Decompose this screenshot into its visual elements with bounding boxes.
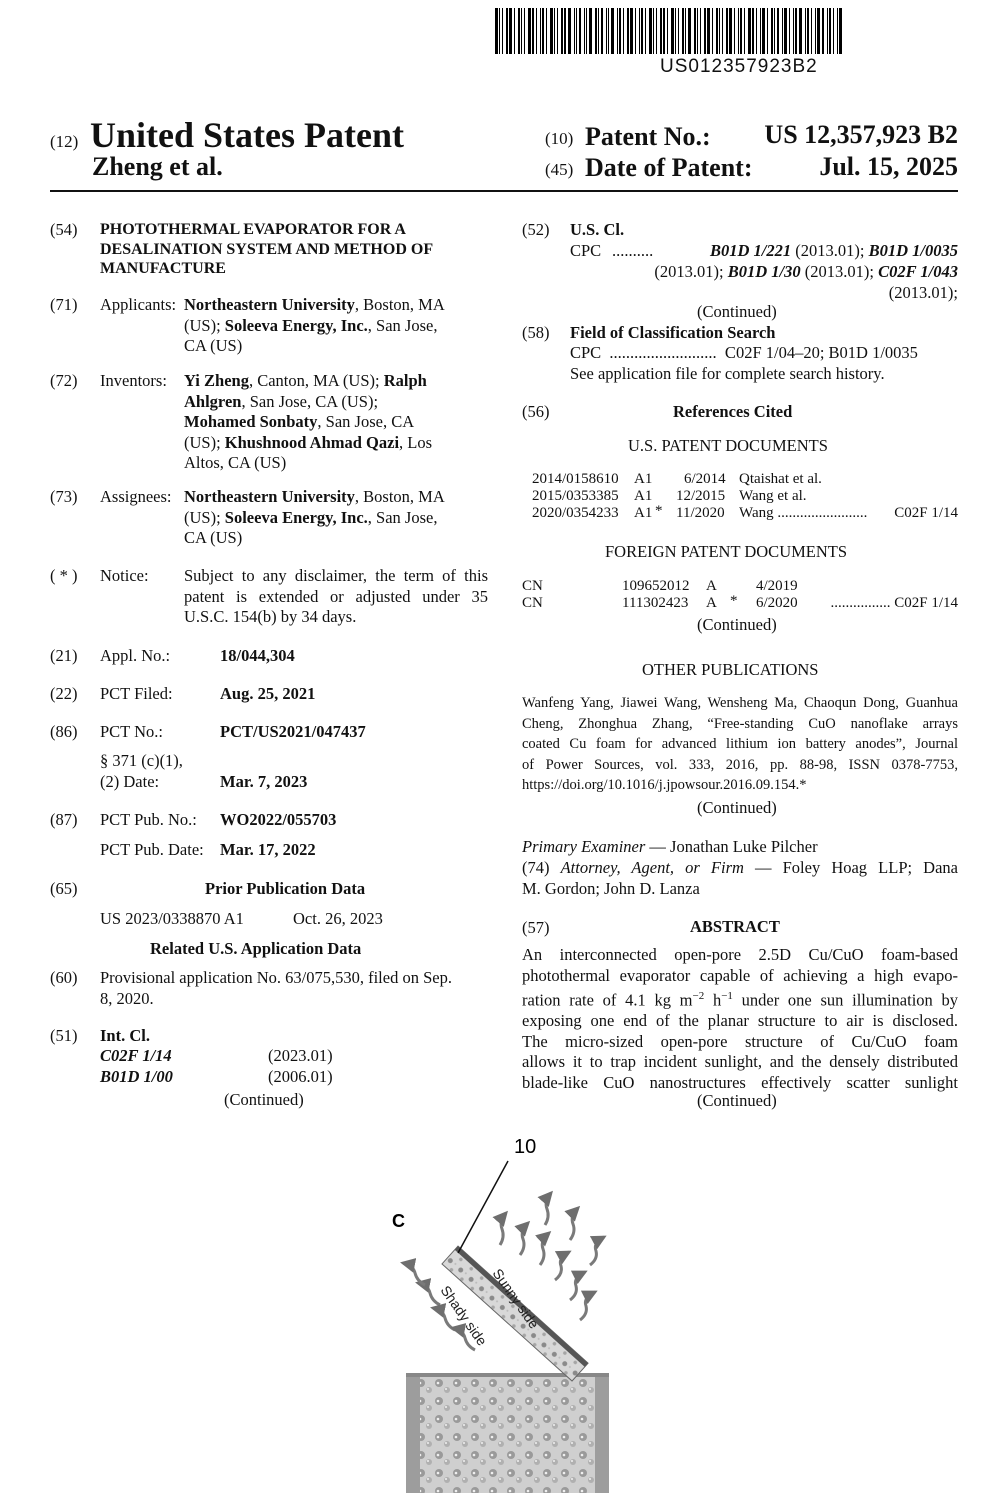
barcode-bar <box>716 8 718 54</box>
notice-label: Notice: <box>100 566 149 585</box>
us-cl-label: U.S. Cl. <box>570 220 625 239</box>
foreign-doc-class: ................ C02F 1/14 <box>830 595 958 611</box>
type-code: (12) <box>50 132 79 151</box>
appl-code: (21) <box>50 646 78 665</box>
barcode-bar <box>811 8 812 54</box>
pct-pub-no-code: (87) <box>50 810 78 829</box>
us-doc-date: 11/2020 <box>676 505 725 521</box>
title-code: (54) <box>50 220 78 239</box>
us-cl-cpc-label: CPC <box>570 241 602 260</box>
abstract-code: (57) <box>522 918 550 937</box>
invention-title: PHOTOTHERMAL EVAPORATOR FOR A DESALINATION SYSTEM AND METHOD OF MANUFACTURE <box>100 221 434 277</box>
barcode-bar <box>611 8 614 54</box>
us-doc-number: 2014/0158610 <box>532 471 619 487</box>
us-doc-kind: A1 <box>634 471 653 487</box>
barcode-bar <box>752 8 754 54</box>
barcode-bar <box>688 8 691 54</box>
barcode-bar <box>532 8 534 54</box>
pct-pub-no-label: PCT Pub. No.: <box>100 810 197 829</box>
attorney: (74) Attorney, Agent, or Firm — Foley Hoag LLP; Dana M. Gordon; John D. Lanza <box>522 858 958 898</box>
us-doc-date: 6/2014 <box>684 471 726 487</box>
us-doc-number: 2015/0353385 <box>532 488 619 504</box>
field-search-note: See application file for complete search history. <box>570 364 885 383</box>
int-cl-version: (2006.01) <box>268 1067 333 1086</box>
other-pubs-text: Wanfeng Yang, Jiawei Wang, Wensheng Ma, Chaoqun Dong, Guanhua Cheng, Zhonghua Zhang, “Free-standing CuO nanoflake arrays coated Cu foam for advanced lithium ion battery anodes”, Journal of Power Sources, vol. 333, 2016, pp. 88-98, ISSN 0378-7753, https://doi.org/10.1016/j.jpowsour.2016.09.154.* <box>522 695 958 793</box>
us-cl-continued: (Continued) <box>697 302 777 321</box>
evaporator-figure <box>380 1125 640 1495</box>
barcode-bar <box>502 8 503 54</box>
barcode-bar <box>756 8 757 54</box>
barcode-bar <box>608 8 609 54</box>
barcode-bar <box>685 8 686 54</box>
us-cl-code: (52) <box>522 220 550 239</box>
barcode-bar <box>568 8 571 54</box>
foreign-doc-kind: A <box>706 595 717 611</box>
barcode-bar <box>694 8 696 54</box>
barcode-bar <box>829 8 831 54</box>
appl-label: Appl. No.: <box>100 646 171 665</box>
us-docs-heading: U.S. PATENT DOCUMENTS <box>628 436 828 455</box>
us-doc-kind: A1 <box>634 488 653 504</box>
barcode-bar <box>795 8 797 54</box>
barcode-bar <box>771 8 773 54</box>
barcode-bar <box>729 8 732 54</box>
barcode-bar <box>719 8 720 54</box>
barcode-bar <box>704 8 706 54</box>
barcode-bar <box>805 8 806 54</box>
prior-pub-heading: Prior Publication Data <box>205 879 366 898</box>
barcode-bar <box>574 8 575 54</box>
int-cl-class: B01D 1/00 <box>100 1067 173 1086</box>
publication-number: US012357923B2 <box>660 56 818 77</box>
barcode-bar <box>839 8 842 54</box>
abstract-continued: (Continued) <box>697 1091 777 1110</box>
refs-code: (56) <box>522 402 550 421</box>
barcode-bar <box>777 8 779 54</box>
applicants-label: Applicants: <box>100 295 177 314</box>
barcode-bar <box>598 8 599 54</box>
barcode <box>495 8 955 54</box>
barcode-bar <box>528 8 531 54</box>
barcode-bar <box>542 8 544 54</box>
pct-pub-no-value: WO2022/055703 <box>220 810 337 829</box>
field-search-label: Field of Classification Search <box>570 323 776 342</box>
patent-no-value: US 12,357,923 B2 <box>764 120 958 149</box>
barcode-bar <box>506 8 508 54</box>
s371-label: § 371 (c)(1), (2) Date: <box>100 751 183 791</box>
barcode-bar <box>660 8 662 54</box>
barcode-bar <box>630 8 633 54</box>
other-pubs-heading: OTHER PUBLICATIONS <box>642 660 819 679</box>
appl-value: 18/044,304 <box>220 646 295 665</box>
pct-filed-code: (22) <box>50 684 78 703</box>
barcode-bar <box>521 8 522 54</box>
barcode-bar <box>807 8 809 54</box>
barcode-bar <box>564 8 566 54</box>
barcode-bar <box>815 8 816 54</box>
prior-pub-date: Oct. 26, 2023 <box>293 909 383 928</box>
barcode-bar <box>619 8 621 54</box>
foreign-doc-number: 109652012 <box>622 578 690 594</box>
barcode-bar <box>782 8 783 54</box>
panel-letter: C <box>392 1211 405 1231</box>
pct-filed-value: Aug. 25, 2021 <box>220 684 316 703</box>
patent-no-label: Patent No.: <box>585 122 711 151</box>
barcode-bar <box>589 8 592 54</box>
patent-type-title: United States Patent <box>90 115 404 155</box>
barcode-bar <box>641 8 643 54</box>
pct-no-label: PCT No.: <box>100 722 163 741</box>
int-cl-version: (2023.01) <box>268 1046 333 1065</box>
barcode-bar <box>584 8 585 54</box>
us-doc-name: Wang ........................ <box>739 505 868 521</box>
foreign-doc-kind: A <box>706 578 717 594</box>
us-doc-star: * <box>655 503 663 519</box>
barcode-bar <box>675 8 676 54</box>
refs-heading: References Cited <box>673 402 793 421</box>
barcode-bar <box>546 8 547 54</box>
barcode-bar <box>726 8 728 54</box>
us-doc-number: 2020/0354233 <box>532 505 619 521</box>
primary-examiner: Primary Examiner — Jonathan Luke Pilcher <box>522 837 818 856</box>
int-cl-class: C02F 1/14 <box>100 1046 172 1065</box>
us-cl-line1: B01D 1/221 (2013.01); B01D 1/0035 <box>710 241 958 260</box>
barcode-bar <box>667 8 668 54</box>
barcode-bar <box>671 8 674 54</box>
field-search-cpc: CPC .......................... C02F 1/04–20; B01D 1/0035 <box>570 343 918 362</box>
us-cl-line2: (2013.01); B01D 1/30 (2013.01); C02F 1/043 <box>654 262 958 281</box>
barcode-bar <box>678 8 679 54</box>
int-cl-continued: (Continued) <box>224 1090 304 1109</box>
prior-pub-number: US 2023/0338870 A1 <box>100 909 244 928</box>
barcode-bar <box>540 8 541 54</box>
barcode-bar <box>601 8 603 54</box>
applicants-code: (71) <box>50 295 78 314</box>
us-doc-class: C02F 1/14 <box>894 505 958 521</box>
foreign-doc-date: 6/2020 <box>756 595 798 611</box>
int-cl-code: (51) <box>50 1026 78 1045</box>
us-doc-name: Qtaishat et al. <box>739 471 822 487</box>
barcode-bar <box>617 8 618 54</box>
barcode-bar <box>762 8 765 54</box>
barcode-bar <box>793 8 794 54</box>
int-cl-label: Int. Cl. <box>100 1026 150 1045</box>
barcode-bar <box>635 8 636 54</box>
inventor-short: Zheng et al. <box>92 152 223 181</box>
barcode-bar <box>518 8 520 54</box>
foreign-doc-date: 4/2019 <box>756 578 798 594</box>
us-doc-name: Wang et al. <box>739 488 807 504</box>
barcode-bar <box>748 8 751 54</box>
notice-code: ( * ) <box>50 566 78 585</box>
pct-filed-label: PCT Filed: <box>100 684 173 703</box>
related-heading: Related U.S. Application Data <box>150 939 362 958</box>
foreign-doc-country: CN <box>522 595 543 611</box>
barcode-bar <box>784 8 787 54</box>
field-search-code: (58) <box>522 323 550 342</box>
header-rule <box>50 190 958 192</box>
barcode-bar <box>774 8 775 54</box>
date-label: Date of Patent: <box>585 153 753 182</box>
barcode-bar <box>499 8 500 54</box>
barcode-bar <box>627 8 629 54</box>
barcode-bar <box>554 8 555 54</box>
notice-text: Subject to any disclaimer, the term of this patent is extended or adjusted under 35 U.S.C. 154(b) by 34 days. <box>184 566 488 626</box>
inventors-label: Inventors: <box>100 371 167 390</box>
barcode-bar <box>744 8 745 54</box>
us-doc-kind: A1 <box>634 505 653 521</box>
s371-value: Mar. 7, 2023 <box>220 772 308 791</box>
barcode-bar <box>649 8 652 54</box>
foreign-doc-star: * <box>730 593 738 609</box>
reference-numeral: 10 <box>514 1136 537 1158</box>
barcode-bar <box>833 8 834 54</box>
abstract-text: An interconnected open-pore 2.5D Cu/CuO foam-based photothermal evaporator capable of achieving a high evapo- ration rate of 4.1 kg $m^{-2}$ $h^{-1}$ under one sun illumination by exposing one end of the planar structure to air is disclosed. The micro-sized open-pore structure of Cu/CuO foam allows it to trap incident sunlight, and the densely distributed blade-like CuO nanostructures effectively scatter sunlight <box>522 945 958 1092</box>
date-code: (45) <box>545 160 574 179</box>
barcode-bar <box>663 8 665 54</box>
leader-line <box>458 1161 508 1253</box>
shady-side-label: Shady side <box>437 1282 491 1349</box>
assignees-code: (73) <box>50 487 78 506</box>
barcode-bar <box>700 8 701 54</box>
barcode-bar <box>653 8 654 54</box>
abstract-heading: ABSTRACT <box>690 917 780 936</box>
foreign-doc-number: 111302423 <box>622 595 689 611</box>
provisional-code: (60) <box>50 968 78 987</box>
barcode-bar <box>712 8 713 54</box>
barcode-bar <box>707 8 710 54</box>
barcode-bar <box>514 8 515 54</box>
barcode-bar <box>789 8 790 54</box>
barcode-bar <box>799 8 802 54</box>
foreign-doc-country: CN <box>522 578 543 594</box>
date-value: Jul. 15, 2025 <box>819 152 958 181</box>
barcode-bar <box>536 8 537 54</box>
barcode-bar <box>557 8 558 54</box>
barcode-bar <box>837 8 838 54</box>
assignees-value: Northeastern University, Boston, MA (US); Soleeva Energy, Inc., San Jose, CA (US) <box>184 487 445 547</box>
barcode-bar <box>822 8 824 54</box>
barcode-bar <box>576 8 577 54</box>
barcode-bar <box>738 8 739 54</box>
barcode-bar <box>550 8 553 54</box>
us-cl-line3: (2013.01); <box>888 283 958 302</box>
refs-continued: (Continued) <box>697 615 777 634</box>
barcode-bar <box>827 8 828 54</box>
barcode-bar <box>734 8 735 54</box>
water-container <box>406 1373 609 1493</box>
barcode-bar <box>623 8 624 54</box>
barcode-bar <box>524 8 525 54</box>
pct-pub-date-label: PCT Pub. Date: <box>100 840 204 859</box>
other-pubs-continued: (Continued) <box>697 798 777 817</box>
prior-pub-code: (65) <box>50 879 78 898</box>
barcode-bar <box>595 8 597 54</box>
provisional-text: Provisional application No. 63/075,530, filed on Sep. 8, 2020. <box>100 968 452 1008</box>
sunny-side-label: Sunny side <box>489 1265 543 1332</box>
barcode-bar <box>722 8 723 54</box>
barcode-bar <box>645 8 646 54</box>
barcode-bar <box>740 8 742 54</box>
assignees-label: Assignees: <box>100 487 172 506</box>
barcode-bar <box>656 8 657 54</box>
barcode-bar <box>579 8 581 54</box>
applicants-value: Northeastern University, Boston, MA (US); Soleeva Energy, Inc., San Jose, CA (US) <box>184 295 445 355</box>
pct-pub-date-value: Mar. 17, 2022 <box>220 840 316 859</box>
us-doc-date: 12/2015 <box>676 488 726 504</box>
barcode-bar <box>561 8 563 54</box>
barcode-bar <box>697 8 698 54</box>
pct-no-value: PCT/US2021/047437 <box>220 722 366 741</box>
barcode-bar <box>509 8 512 54</box>
barcode-bar <box>767 8 768 54</box>
barcode-bar <box>639 8 640 54</box>
barcode-bar <box>817 8 820 54</box>
barcode-bar <box>760 8 761 54</box>
inventors-value: Yi Zheng, Canton, MA (US); Ralph Ahlgren, San Jose, CA (US); Mohamed Sonbaty, San Jose, CA (US); Khushnood Ahmad Qazi, Los Altos, CA (US) <box>184 371 433 472</box>
us-cl-dots: .......... <box>612 241 654 260</box>
barcode-bar <box>682 8 684 54</box>
barcode-bar <box>586 8 587 54</box>
foreign-docs-heading: FOREIGN PATENT DOCUMENTS <box>605 542 848 561</box>
patent-no-code: (10) <box>545 129 574 148</box>
barcode-bar <box>606 8 607 54</box>
inventors-code: (72) <box>50 371 78 390</box>
pct-no-code: (86) <box>50 722 78 741</box>
barcode-bar <box>495 8 498 54</box>
